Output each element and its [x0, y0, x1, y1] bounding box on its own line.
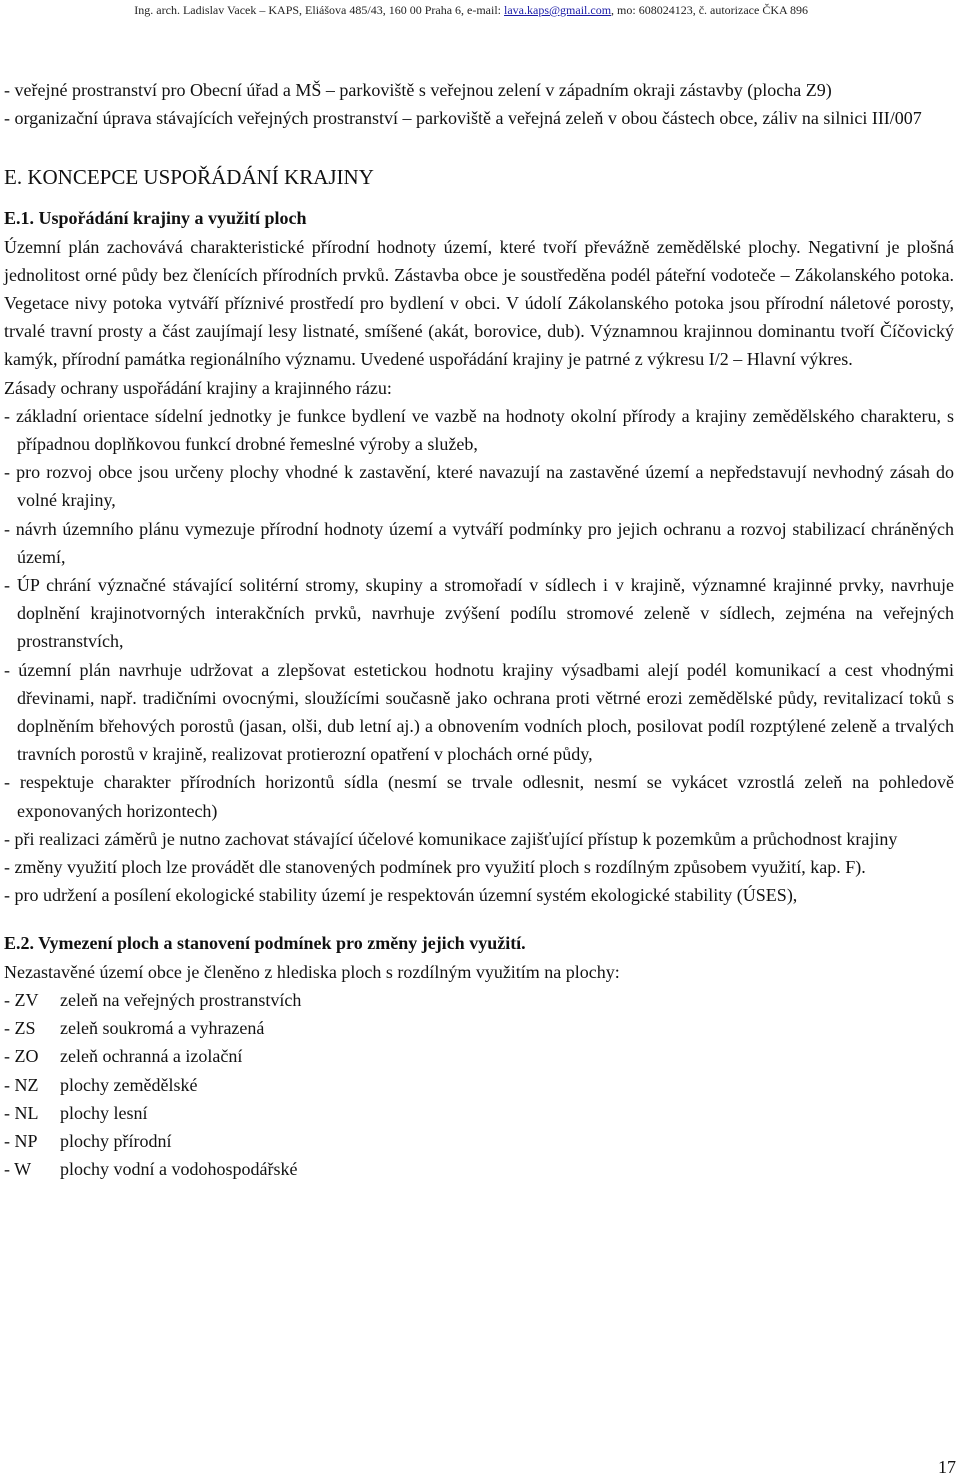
zone-label: plochy přírodní — [60, 1130, 172, 1151]
principle-item: - návrh územního plánu vymezuje přírodní hodnoty území a vytváří podmínky pro jejich ochranu a rozvoj stabilizací chráněných území, — [4, 518, 954, 567]
zone-item-np — [4, 1127, 954, 1155]
zone-label: zeleň ochranná a izolační — [60, 1046, 243, 1067]
principle-item: - pro udržení a posílení ekologické stability území je respektován územní systém ekologické stability (ÚSES), — [4, 885, 798, 906]
principle-item: - respektuje charakter přírodních horizontů sídla (nesmí se trvale odlesnit, nesmí se vykácet vzrostlá zeleň na pohledově exponovaných horizontech) — [4, 772, 954, 821]
zone-code: - W — [4, 1159, 32, 1180]
principle-item: - základní orientace sídelní jednotky je funkce bydlení ve vazbě na hodnoty okolní přírody a krajiny zemědělského charakteru, s případnou doplňkovou funkcí drobné řemeslné výroby a služeb, — [4, 405, 954, 455]
header-text: Ing. arch. Ladislav Vacek – KAPS, Eliášova 485/43, 160 00 Praha 6, e-mail: — [134, 3, 504, 17]
principle-item: - změny využití ploch lze provádět dle stanovených podmínek pro využití ploch s rozdílným způsobem využití, kap. F). — [4, 857, 866, 878]
zone-code: - ZS — [4, 1018, 36, 1039]
zone-item-w — [4, 1155, 954, 1183]
zone-code: - NL — [4, 1102, 39, 1123]
section-e2-intro: Nezastavěné území obce je členěno z hlediska ploch s rozdílným využitím na plochy: — [4, 961, 620, 982]
zone-label: plochy lesní — [60, 1102, 148, 1123]
zone-label: zeleň soukromá a vyhrazená — [60, 1018, 265, 1039]
principles-intro: Zásady ochrany uspořádání krajiny a krajinného rázu: — [4, 377, 392, 398]
section-e1-title: E.1. Uspořádání krajiny a využití ploch — [4, 208, 307, 229]
intro-item-public-space: - veřejné prostranství pro Obecní úřad a MŠ – parkoviště s veřejnou zelení v západním okraji zástavby (plocha Z9) — [4, 80, 832, 100]
zone-item-zv — [4, 986, 954, 1014]
email-link[interactable]: lava.kaps@gmail.com — [504, 3, 612, 17]
section-e-title: E. KONCEPCE USPOŘÁDÁNÍ KRAJINY — [4, 165, 374, 190]
zone-code: - ZV — [4, 989, 39, 1010]
document-body — [4, 76, 954, 1183]
header-text-end: , mo: 608024123, č. autorizace ČKA 896 — [611, 3, 808, 17]
section-e1-paragraph: Územní plán zachovává charakteristické přírodní hodnoty území, které tvoří převážně zemědělské plochy. Negativní je plošná jednolitost orné půdy bez členících přírodních prvků. Zástavba obce je soustředěna podél páteřní vodoteče – Zákolanského potoka. Vegetace nivy potoka vytváří příznivé prostředí pro bydlení v obci. V údolí Zákolanského potoka jsou přírodní náletové porosty, trvalé travní prosty a část zaujímají lesy listnaté, smíšené (akát, borovice, dub). Významnou krajinnou dominantu tvoří Číčovický kamýk, přírodní památka regionálního významu. Uvedené uspořádání krajiny je patrné z výkresu I/2 – Hlavní výkres. — [4, 236, 954, 370]
zone-label: plochy zemědělské — [60, 1074, 198, 1095]
intro-item-organization: - organizační úprava stávajících veřejných prostranství – parkoviště a veřejná zeleň v obou částech obce, záliv na silnici III/007 — [4, 108, 922, 129]
page-header — [134, 3, 808, 17]
zone-item-nl — [4, 1099, 954, 1127]
principle-item: - při realizaci záměrů je nutno zachovat stávající účelové komunikace zajišťující přístup k pozemkům a průchodnost krajiny — [4, 828, 898, 849]
section-e2-title: E.2. Vymezení ploch a stanovení podmínek pro změny jejich využití. — [4, 933, 526, 954]
zone-item-nz — [4, 1071, 954, 1099]
zone-code: - NZ — [4, 1074, 39, 1095]
page-number: 17 — [938, 1457, 956, 1477]
zone-item-zo — [4, 1042, 954, 1070]
zone-code: - NP — [4, 1130, 38, 1151]
principle-item: - ÚP chrání význačné stávající solitérní stromy, skupiny a stromořadí v sídlech i v krajině, významné krajinné prvky, navrhuje doplnění krajinotvorných interakčních prvků, navrhuje zvýšení podílu stromové zeleně v sídlech, zejména na veřejných prostranstvích, — [4, 575, 954, 652]
principle-item: - územní plán navrhuje udržovat a zlepšovat estetickou hodnotu krajiny výsadbami alejí podél komunikací a cest vhodnými dřevinami, např. tradičními ovocnými, sloužícími současně jako ochrana proti větrné erozi zemědělské půdy, revitalizací toků s doplněním břehových porostů (jasan, olši, dub letní aj.) a obnovením vodních ploch, posilovat podíl rozptýlené zeleně a trvalých travních porostů v krajině, realizovat protierozní opatření v plochách orné půdy, — [4, 659, 954, 765]
zone-code: - ZO — [4, 1046, 39, 1067]
principle-item: - pro rozvoj obce jsou určeny plochy vhodné k zastavění, které navazují na zastavěné území a nepředstavují nevhodný zásah do volné krajiny, — [4, 462, 954, 511]
zone-label: plochy vodní a vodohospodářské — [60, 1159, 298, 1180]
zone-label: zeleň na veřejných prostranstvích — [60, 989, 302, 1010]
zone-item-zs — [4, 1014, 954, 1042]
